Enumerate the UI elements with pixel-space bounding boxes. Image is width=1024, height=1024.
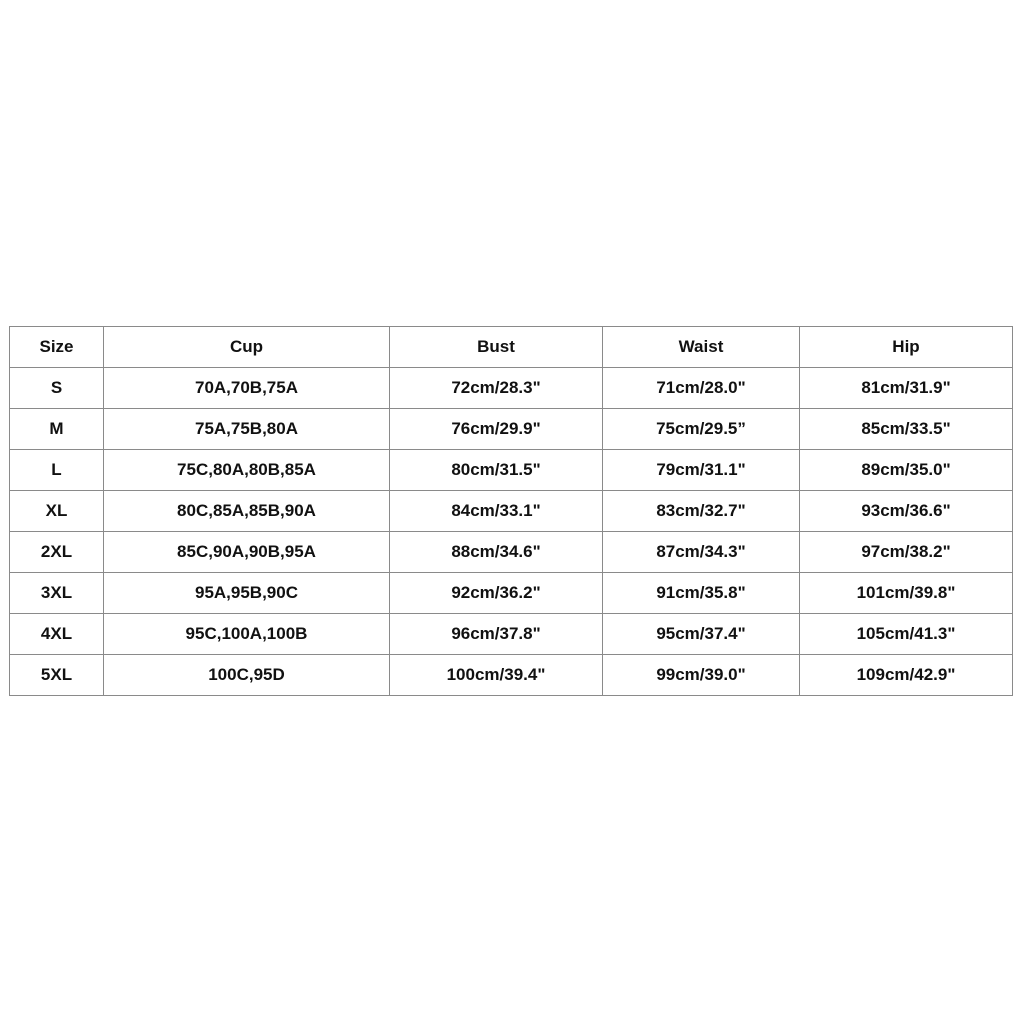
cup-cell: 80C,85A,85B,90A — [104, 491, 390, 532]
size-cell: XL — [10, 491, 104, 532]
cup-cell: 100C,95D — [104, 655, 390, 696]
waist-cell: 83cm/32.7" — [603, 491, 800, 532]
hip-cell: 89cm/35.0" — [800, 450, 1013, 491]
header-size: Size — [10, 327, 104, 368]
header-waist: Waist — [603, 327, 800, 368]
table-row — [10, 532, 1013, 573]
size-cell: 3XL — [10, 573, 104, 614]
cup-cell: 70A,70B,75A — [104, 368, 390, 409]
waist-cell: 71cm/28.0" — [603, 368, 800, 409]
header-cup: Cup — [104, 327, 390, 368]
hip-cell: 109cm/42.9" — [800, 655, 1013, 696]
table-row — [10, 655, 1013, 696]
bust-cell: 92cm/36.2" — [390, 573, 603, 614]
waist-cell: 95cm/37.4" — [603, 614, 800, 655]
waist-cell: 91cm/35.8" — [603, 573, 800, 614]
table-row — [10, 450, 1013, 491]
size-cell: M — [10, 409, 104, 450]
cup-cell: 85C,90A,90B,95A — [104, 532, 390, 573]
size-cell: S — [10, 368, 104, 409]
hip-cell: 105cm/41.3" — [800, 614, 1013, 655]
waist-cell: 75cm/29.5” — [603, 409, 800, 450]
table-row — [10, 573, 1013, 614]
header-row — [10, 327, 1013, 368]
cup-cell: 95A,95B,90C — [104, 573, 390, 614]
bust-cell: 84cm/33.1" — [390, 491, 603, 532]
size-cell: L — [10, 450, 104, 491]
hip-cell: 97cm/38.2" — [800, 532, 1013, 573]
waist-cell: 87cm/34.3" — [603, 532, 800, 573]
size-chart-table — [9, 326, 1013, 696]
bust-cell: 80cm/31.5" — [390, 450, 603, 491]
header-hip: Hip — [800, 327, 1013, 368]
cup-cell: 75A,75B,80A — [104, 409, 390, 450]
bust-cell: 76cm/29.9" — [390, 409, 603, 450]
hip-cell: 93cm/36.6" — [800, 491, 1013, 532]
bust-cell: 88cm/34.6" — [390, 532, 603, 573]
table-row — [10, 409, 1013, 450]
waist-cell: 79cm/31.1" — [603, 450, 800, 491]
cup-cell: 75C,80A,80B,85A — [104, 450, 390, 491]
hip-cell: 85cm/33.5" — [800, 409, 1013, 450]
header-bust: Bust — [390, 327, 603, 368]
table-row — [10, 491, 1013, 532]
table-row — [10, 614, 1013, 655]
size-cell: 5XL — [10, 655, 104, 696]
hip-cell: 101cm/39.8" — [800, 573, 1013, 614]
size-chart-header — [10, 327, 1013, 368]
cup-cell: 95C,100A,100B — [104, 614, 390, 655]
table-row — [10, 368, 1013, 409]
waist-cell: 99cm/39.0" — [603, 655, 800, 696]
bust-cell: 96cm/37.8" — [390, 614, 603, 655]
size-cell: 4XL — [10, 614, 104, 655]
bust-cell: 100cm/39.4" — [390, 655, 603, 696]
bust-cell: 72cm/28.3" — [390, 368, 603, 409]
hip-cell: 81cm/31.9" — [800, 368, 1013, 409]
size-chart-body — [10, 368, 1013, 696]
size-cell: 2XL — [10, 532, 104, 573]
